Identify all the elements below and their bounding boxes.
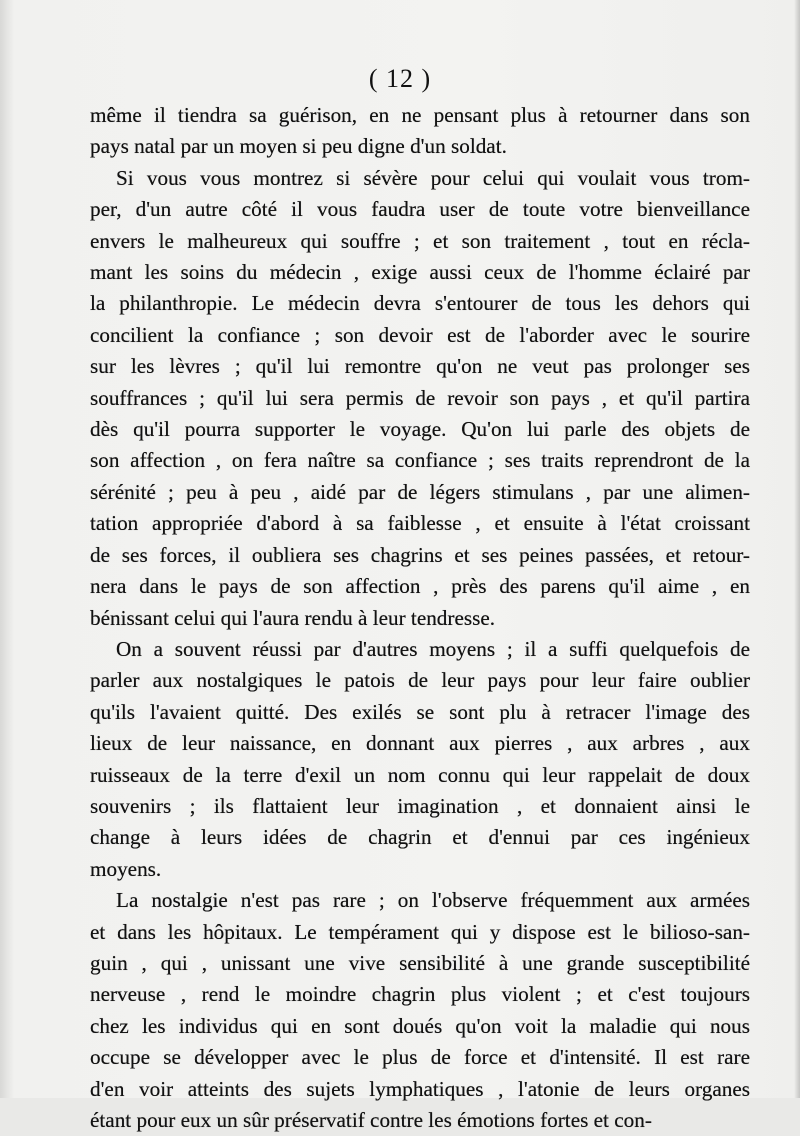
text-line: occupe se développer avec le plus de force et d'intensité. Il est rare xyxy=(90,1045,750,1070)
text-line: change à leurs idées de chagrin et d'ennui par ces ingénieux xyxy=(90,825,750,850)
text-line: souffrances ; qu'il lui sera permis de revoir son pays , et qu'il partira xyxy=(90,385,750,410)
body-text xyxy=(90,100,750,1136)
text-line: nera dans le pays de son affection , près des parens qu'il aime , en xyxy=(90,574,750,599)
text-line: étant pour eux un sûr préservatif contre les émotions fortes et con- xyxy=(90,1108,652,1132)
text-line: parler aux nostalgiques le patois de leur pays pour leur faire oublier xyxy=(90,668,750,693)
text-line: concilient la confiance ; son devoir est de l'aborder avec le sourire xyxy=(90,322,750,347)
text-line: d'en voir atteints des sujets lymphatiques , l'atonie de leurs organes xyxy=(90,1076,750,1101)
text-line: guin , qui , unissant une vive sensibilité à une grande susceptibilité xyxy=(90,950,750,975)
text-line: la philanthropie. Le médecin devra s'entourer de tous les dehors qui xyxy=(90,291,750,316)
text-line: sur les lèvres ; qu'il lui remontre qu'on ne veut pas prolonger ses xyxy=(90,354,750,379)
page-number: ( 12 ) xyxy=(368,64,432,93)
text-line: et dans les hôpitaux. Le tempérament qui y dispose est le bilioso-san- xyxy=(90,919,750,944)
text-line: souvenirs ; ils flattaient leur imagination , et donnaient ainsi le xyxy=(90,793,750,818)
text-line: per, d'un autre côté il vous faudra user de toute votre bienveillance xyxy=(90,197,750,222)
text-line: tation appropriée d'abord à sa faiblesse , et ensuite à l'état croissant xyxy=(90,511,750,536)
text-line: On a souvent réussi par d'autres moyens ; il a suffi quelquefois de xyxy=(116,636,750,661)
text-line: La nostalgie n'est pas rare ; on l'observe fréquemment aux armées xyxy=(116,888,750,913)
text-line: bénissant celui qui l'aura rendu à leur tendresse. xyxy=(90,605,496,630)
text-line: qu'ils l'avaient quitté. Des exilés se sont plu à retracer l'image des xyxy=(90,699,750,724)
text-line: pays natal par un moyen si peu digne d'un soldat. xyxy=(90,134,507,159)
text-line: nerveuse , rend le moindre chagrin plus violent ; et c'est toujours xyxy=(90,982,750,1007)
text-line: ruisseaux de la terre d'exil un nom connu qui leur rappelait de doux xyxy=(90,762,750,787)
page-edge-shadow xyxy=(794,0,800,1098)
text-line: sérénité ; peu à peu , aidé par de légers stimulans , par une alimen- xyxy=(90,479,750,504)
text-line: chez les individus qui en sont doués qu'on voit la maladie qui nous xyxy=(90,1013,750,1038)
text-line: envers le malheureux qui souffre ; et son traitement , tout en récla- xyxy=(90,228,750,253)
text-line: moyens. xyxy=(90,856,162,881)
text-line: lieux de leur naissance, en donnant aux pierres , aux arbres , aux xyxy=(90,731,750,756)
paragraph xyxy=(90,163,750,634)
paragraph xyxy=(90,100,750,163)
paragraph xyxy=(90,634,750,885)
text-line: mant les soins du médecin , exige aussi ceux de l'homme éclairé par xyxy=(90,260,750,285)
text-line: de ses forces, il oubliera ses chagrins et ses peines passées, et retour- xyxy=(90,542,750,567)
text-line: Si vous vous montrez si sévère pour celui qui voulait vous trom- xyxy=(116,165,750,190)
text-line: dès qu'il pourra supporter le voyage. Qu'on lui parle des objets de xyxy=(90,417,750,442)
paragraph xyxy=(90,885,750,1136)
text-line: son affection , on fera naître sa confiance ; ses traits reprendront de la xyxy=(90,448,750,473)
text-line: même il tiendra sa guérison, en ne pensant plus à retourner dans son xyxy=(90,103,750,127)
